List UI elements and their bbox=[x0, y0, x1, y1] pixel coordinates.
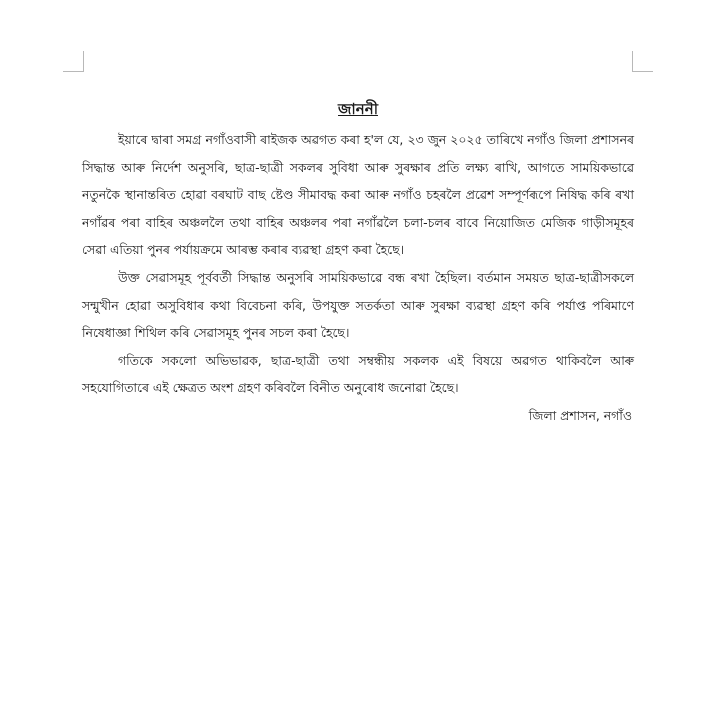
top-left-margin-mark bbox=[63, 51, 84, 72]
paragraph-1: ইয়াৰে দ্বাৰা সমগ্ৰ নগাঁওবাসী ৰাইজক অৱগত কৰা হ'ল যে, ২৩ জুন ২০২৫ তাৰিখে নগাঁও জিলা প্ৰশাসনৰ সিদ্ধান্ত আৰু নিৰ্দেশ অনুসৰি, ছাত্ৰ-ছাত্ৰী সকলৰ সুবিধা আৰু সুৰক্ষাৰ প্ৰতি লক্ষ্য ৰাখি, আগতে সাময়িকভাৱে নতুনকৈ স্থানান্তৰিত হোৱা বৰঘাট বাছ ষ্টেণ্ড সীমাবদ্ধ কৰা আৰু নগাঁও চহৰলৈ প্ৰৱেশ সম্পূৰ্ণৰূপে নিষিদ্ধ কৰি ৰখা নগাঁৱৰ পৰা বাহিৰ অঞ্চললৈ তথা বাহিৰ অঞ্চলৰ পৰা নগাঁৱলৈ চলা-চলৰ বাবে নিয়োজিত মেজিক গাড়ীসমূহৰ সেৱা এতিয়া পুনৰ পৰ্যায়ক্ৰমে আৰম্ভ কৰাৰ ব্যৱস্থা গ্ৰহণ কৰা হৈছে। bbox=[82, 132, 634, 258]
document-body bbox=[82, 98, 634, 430]
top-right-margin-mark bbox=[632, 51, 653, 72]
signature: জিলা প্ৰশাসন, নগাঁও bbox=[528, 407, 632, 423]
paragraph-2: উক্ত সেৱাসমূহ পূৰ্ববৰ্তী সিদ্ধান্ত অনুসৰি সাময়িকভাৱে বন্ধ ৰখা হৈছিল। বৰ্তমান সময়ত ছাত্ৰ-ছাত্ৰীসকলে সন্মুখীন হোৱা অসুবিধাৰ কথা বিবেচনা কৰি, উপযুক্ত সতৰ্কতা আৰু সুৰক্ষা ব্যৱস্থা গ্ৰহণ কৰি পৰ্যাপ্ত পৰিমাণে নিষেধাজ্ঞা শিথিল কৰি সেৱাসমূহ পুনৰ সচল কৰা হৈছে। bbox=[82, 269, 634, 341]
notice-title: জাননী bbox=[338, 100, 378, 118]
paragraph-3: গতিকে সকলো অভিভাৱক, ছাত্ৰ-ছাত্ৰী তথা সম্বন্ধীয় সকলক এই বিষয়ে অৱগত থাকিবলৈ আৰু সহযোগিতাৰে এই ক্ষেত্ৰত অংশ গ্ৰহণ কৰিবলৈ বিনীত অনুৰোধ জনোৱা হৈছে। bbox=[82, 352, 634, 396]
